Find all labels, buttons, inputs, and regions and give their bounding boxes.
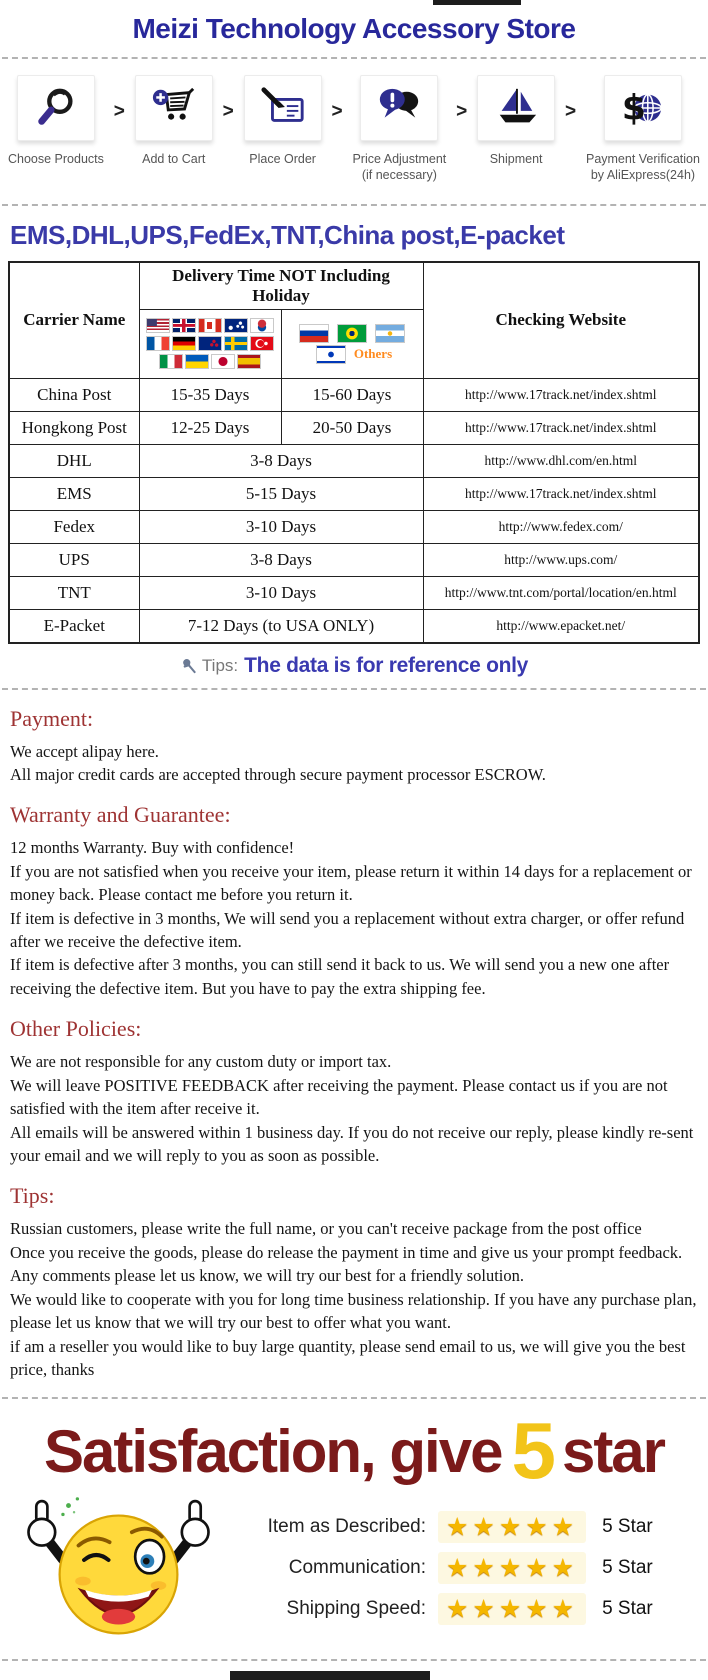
- table-row-hongkong-post: [9, 411, 699, 444]
- five-highlight: 5: [511, 1406, 554, 1495]
- warranty-line: If you are not satisfied when you receive your item, please return it within 14 days for a replacement or money back. Please contact me before you return it.: [10, 860, 698, 907]
- flag-germany-icon: [172, 336, 196, 351]
- five-star-icons: ★★★★★: [438, 1552, 586, 1584]
- step-label-line: Add to Cart: [142, 152, 205, 166]
- satisfaction-banner: [0, 1417, 708, 1486]
- flag-new-zealand-icon: [198, 336, 222, 351]
- flag-uk-icon: [172, 318, 196, 333]
- step-label-line: by AliExpress(24h): [591, 168, 695, 182]
- payment-line: All major credit cards are accepted through secure payment processor ESCROW.: [10, 763, 698, 786]
- magnifier-icon: [17, 75, 95, 141]
- flags-group-main: [139, 309, 281, 378]
- rating-value: 5 Star: [602, 1516, 653, 1538]
- process-step-shipment: [477, 75, 555, 167]
- step-label: [586, 151, 700, 184]
- step-label-line: Payment Verification: [586, 152, 700, 166]
- step-label: [249, 151, 316, 167]
- policy-text-sections: [0, 706, 708, 1382]
- flag-usa-icon: [146, 318, 170, 333]
- delivery-time-header: Delivery Time NOT Including Holiday: [139, 262, 423, 310]
- table-row-epacket: [9, 609, 699, 643]
- carrier-cell: Fedex: [9, 510, 139, 543]
- flag-sweden-icon: [224, 336, 248, 351]
- payment-heading: Payment:: [10, 706, 698, 732]
- step-label-line: Choose Products: [8, 152, 104, 166]
- flag-israel-icon: [316, 345, 346, 364]
- flag-australia-icon: [224, 318, 248, 333]
- table-header-row: [9, 262, 699, 310]
- flow-arrow-icon: >: [223, 101, 234, 123]
- delivery-time-cell: 15-60 Days: [281, 378, 423, 411]
- svg-text:$: $: [622, 89, 646, 129]
- rating-area: [0, 1490, 708, 1645]
- others-label: Others: [354, 346, 392, 361]
- warranty-line: If item is defective in 3 months, We will send you a replacement without extra charger, or offer refund after we receive the defective item.: [10, 907, 698, 954]
- delivery-time-cell: 3-8 Days: [139, 543, 423, 576]
- warranty-heading: Warranty and Guarantee:: [10, 802, 698, 828]
- step-label-line: Price Adjustment: [352, 152, 446, 166]
- rating-label: Item as Described:: [241, 1516, 426, 1538]
- delivery-time-cell: 7-12 Days (to USA ONLY): [139, 609, 423, 643]
- carrier-cell: EMS: [9, 477, 139, 510]
- policy-line: We will leave POSITIVE FEEDBACK after receiving the payment. Please contact us if you are not satisfied with the item after receive it.: [10, 1074, 698, 1121]
- payment-line: We accept alipay here.: [10, 740, 698, 763]
- process-step-choose-products: [8, 75, 104, 167]
- table-row-ups: [9, 543, 699, 576]
- carrier-cell: UPS: [9, 543, 139, 576]
- tips-line: Any comments please let us know, we will try our best for a friendly solution.: [10, 1264, 698, 1287]
- bottom-black-bar: [230, 1671, 430, 1680]
- table-row-ems: [9, 477, 699, 510]
- delivery-time-cell: 15-35 Days: [139, 378, 281, 411]
- dashed-divider: [2, 1659, 706, 1661]
- step-label-line: Place Order: [249, 152, 316, 166]
- five-star-icons: ★★★★★: [438, 1593, 586, 1625]
- price-adjustment-icon: [360, 75, 438, 141]
- delivery-time-cell: 20-50 Days: [281, 411, 423, 444]
- process-step-place-order: [244, 75, 322, 167]
- checking-website-header: Checking Website: [423, 262, 699, 379]
- process-step-add-to-cart: [135, 75, 213, 167]
- carrier-cell: China Post: [9, 378, 139, 411]
- step-label: [142, 151, 205, 167]
- payment-verification-icon: [604, 75, 682, 141]
- website-link[interactable]: http://www.fedex.com/: [423, 510, 699, 543]
- shipping-heading: EMS,DHL,UPS,FedEx,TNT,China post,E-packet: [10, 220, 708, 251]
- step-label-line: (if necessary): [362, 168, 437, 182]
- flag-turkey-icon: [250, 336, 274, 351]
- flow-arrow-icon: >: [456, 101, 467, 123]
- carrier-cell: E-Packet: [9, 609, 139, 643]
- tips-label: Tips:: [202, 656, 238, 676]
- table-row-tnt: [9, 576, 699, 609]
- delivery-time-cell: 5-15 Days: [139, 477, 423, 510]
- top-black-bar: [433, 0, 521, 5]
- step-label: [352, 151, 446, 184]
- flag-france-icon: [146, 336, 170, 351]
- delivery-time-cell: 12-25 Days: [139, 411, 281, 444]
- dashed-divider: [2, 1397, 706, 1399]
- step-label: [490, 151, 543, 167]
- flag-italy-icon: [159, 354, 183, 369]
- table-row-china-post: [9, 378, 699, 411]
- rating-label: Shipping Speed:: [241, 1598, 426, 1620]
- flag-canada-icon: [198, 318, 222, 333]
- website-link[interactable]: http://www.epacket.net/: [423, 609, 699, 643]
- flow-arrow-icon: >: [114, 101, 125, 123]
- delivery-time-cell: 3-10 Days: [139, 510, 423, 543]
- tips-line: We would like to cooperate with you for long time business relationship. If you have any purchase plan, please let us know that we will try our best to offer what you want.: [10, 1288, 698, 1335]
- flags-group-others: [281, 309, 423, 378]
- dashed-divider: [2, 688, 706, 690]
- delivery-time-cell: 3-10 Days: [139, 576, 423, 609]
- rating-row-communication: [241, 1552, 702, 1584]
- warranty-line: If item is defective after 3 months, you can still send it back to us. We will send you a new one after receiving the defective item. But you have to pay the extra shipping fee.: [10, 953, 698, 1000]
- rating-row-shipping-speed: [241, 1593, 702, 1625]
- tips-line: Once you receive the goods, please do release the payment in time and give us your prompt feedback.: [10, 1241, 698, 1264]
- tips-line: Russian customers, please write the full name, or you can't receive package from the post office: [10, 1217, 698, 1240]
- place-order-icon: [244, 75, 322, 141]
- step-label-line: Shipment: [490, 152, 543, 166]
- carrier-cell: DHL: [9, 444, 139, 477]
- flag-japan-icon: [211, 354, 235, 369]
- flow-arrow-icon: >: [565, 101, 576, 123]
- dashed-divider: [2, 57, 706, 59]
- shipping-table: [8, 261, 700, 644]
- flag-brazil-icon: [337, 324, 367, 343]
- table-row-dhl: [9, 444, 699, 477]
- website-link[interactable]: http://www.17track.net/index.shtml: [423, 477, 699, 510]
- table-row-fedex: [9, 510, 699, 543]
- flag-argentina-icon: [375, 324, 405, 343]
- store-title: Meizi Technology Accessory Store: [0, 13, 708, 45]
- add-to-cart-icon: [135, 75, 213, 141]
- purchase-process-flow: [0, 69, 708, 194]
- rating-row-item-as-described: [241, 1511, 702, 1543]
- winking-smiley-thumbs-up-icon: [6, 1490, 241, 1645]
- rating-list: [241, 1502, 702, 1634]
- flag-ukraine-icon: [185, 354, 209, 369]
- five-star-icons: ★★★★★: [438, 1511, 586, 1543]
- website-link[interactable]: http://www.17track.net/index.shtml: [423, 378, 699, 411]
- reference-note-text: The data is for reference only: [244, 654, 528, 678]
- tips-line: if am a reseller you would like to buy large quantity, please send email to us, we will give you the best price, thanks: [10, 1335, 698, 1382]
- process-step-payment-verification: [586, 75, 700, 184]
- policy-line: All emails will be answered within 1 business day. If you do not receive our reply, please kindly re-sent your email and we will reply to you as soon as possible.: [10, 1121, 698, 1168]
- website-link[interactable]: http://www.dhl.com/en.html: [423, 444, 699, 477]
- delivery-time-cell: 3-8 Days: [139, 444, 423, 477]
- dashed-divider: [2, 204, 706, 206]
- carrier-cell: TNT: [9, 576, 139, 609]
- flag-russia-icon: [299, 324, 329, 343]
- step-label: [8, 151, 104, 167]
- carrier-name-header: Carrier Name: [9, 262, 139, 379]
- flow-arrow-icon: >: [331, 101, 342, 123]
- process-step-price-adjustment: [352, 75, 446, 184]
- carrier-cell: Hongkong Post: [9, 411, 139, 444]
- website-link[interactable]: http://www.ups.com/: [423, 543, 699, 576]
- pushpin-icon: [180, 657, 198, 675]
- rating-label: Communication:: [241, 1557, 426, 1579]
- rating-value: 5 Star: [602, 1598, 653, 1620]
- flag-spain-icon: [237, 354, 261, 369]
- warranty-line: 12 months Warranty. Buy with confidence!: [10, 836, 698, 859]
- other-policies-heading: Other Policies:: [10, 1016, 698, 1042]
- flag-south-korea-icon: [250, 318, 274, 333]
- tips-heading: Tips:: [10, 1183, 698, 1209]
- website-link[interactable]: http://www.tnt.com/portal/location/en.html: [423, 576, 699, 609]
- satisfaction-text: star: [562, 1418, 664, 1485]
- rating-value: 5 Star: [602, 1557, 653, 1579]
- satisfaction-text: Satisfaction, give: [44, 1418, 501, 1485]
- reference-note: [0, 654, 708, 678]
- shipment-icon: [477, 75, 555, 141]
- website-link[interactable]: http://www.17track.net/index.shtml: [423, 411, 699, 444]
- policy-line: We are not responsible for any custom duty or import tax.: [10, 1050, 698, 1073]
